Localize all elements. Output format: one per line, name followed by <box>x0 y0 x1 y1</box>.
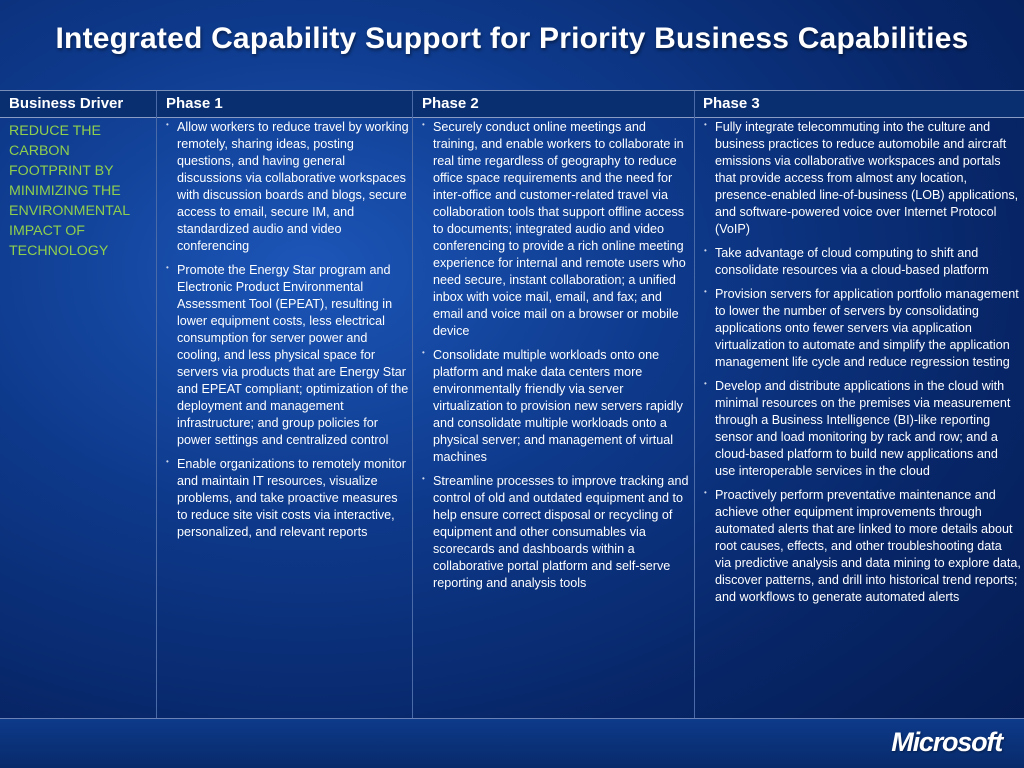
phase-3-item <box>703 286 1021 371</box>
phase-2-item <box>421 473 691 592</box>
phase-1-item-text: Promote the Energy Star program and Electronic Product Environmental Assessment Tool (EPEAT), resulting in lower equipment costs, less electrical consumption for server power and cooling, and less physical space for servers via products that are Energy Star and EPEAT compliant; optimization of the deployment and management infrastructure; and group policies for power settings and centralized control <box>177 263 409 447</box>
phase-2-item-text: Consolidate multiple workloads onto one platform and make data centers more environmentally friendly via server virtualization to provision new servers rapidly and consolidate multiple workloads onto a physical server; and management of virtual machines <box>433 348 683 464</box>
bullet-icon: • <box>704 379 707 388</box>
bullet-icon: • <box>704 287 707 296</box>
bullet-icon: • <box>704 120 707 129</box>
column-divider <box>412 91 413 719</box>
header-phase-1: Phase 1 <box>166 95 223 112</box>
phase-1-cell <box>165 119 411 548</box>
phase-2-item-text: Streamline processes to improve tracking and control of old and outdated equipment and to help ensure correct disposal or recycling of equipment and other consumables via scorecards and dashboards within a collaborative portal platform and self-serve reporting and analysis tools <box>433 474 689 590</box>
business-driver-text: REDUCE THE CARBON FOOTPRINT BY MINIMIZING THE ENVIRONMENTAL IMPACT OF TECHNOLOGY <box>9 123 130 259</box>
phase-3-item-text: Provision servers for application portfolio management to lower the number of servers by consolidating applications onto fewer servers via application virtualization to automate and simplify the application management life cycle and reduce regression testing <box>715 287 1019 369</box>
column-divider <box>156 91 157 719</box>
microsoft-logo: Microsoft <box>891 727 1002 757</box>
phase-3-item <box>703 119 1021 238</box>
bullet-icon: • <box>166 120 169 129</box>
header-phase-3: Phase 3 <box>703 95 760 112</box>
phase-1-item <box>165 119 411 255</box>
phase-2-item <box>421 347 691 466</box>
phase-2-item-text: Securely conduct online meetings and training, and enable workers to collaborate in real time regardless of geography to reduce office space requirements and the need for inter-office and customer-related travel via collaboration tools that support offline access to documents; integrated audio and video conferencing to provide a rich online meeting experience for internal and remote users who need secure, instant collaboration; a unified inbox with voice mail, email, and fax; and email and voice mail on a browser or mobile device <box>433 120 686 338</box>
phase-3-item <box>703 378 1021 480</box>
phase-1-item-text: Allow workers to reduce travel by working remotely, sharing ideas, posting questions, and having general discussions via collaborative workspaces with discussion boards and blogs, secure access to email, secure IM, and standardized audio and video conferencing <box>177 120 409 253</box>
phase-1-item-text: Enable organizations to remotely monitor and maintain IT resources, visualize problems, and take proactive measures to reduce site visit costs via interactive, personalized, and relevant reports <box>177 457 406 539</box>
phase-1-item <box>165 262 411 449</box>
capability-table <box>0 90 1024 719</box>
phase-3-item <box>703 245 1021 279</box>
bullet-icon: • <box>422 474 425 483</box>
phase-2-list <box>421 119 691 592</box>
table-header-row <box>0 91 1024 118</box>
bullet-icon: • <box>166 263 169 272</box>
bullet-icon: • <box>422 120 425 129</box>
phase-1-item <box>165 456 411 541</box>
phase-2-item <box>421 119 691 340</box>
phase-3-item <box>703 487 1021 606</box>
header-phase-2: Phase 2 <box>422 95 479 112</box>
phase-3-item-text: Develop and distribute applications in the cloud with minimal resources on the premises via measurement through a Business Intelligence (BI)-like reporting sensor and load monitoring by rack and row; and a cloud-based platform to build new applications and use interoperable services in the cloud <box>715 379 1011 478</box>
phase-3-item-text: Take advantage of cloud computing to shift and consolidate resources via a cloud-based platform <box>715 246 989 277</box>
phase-3-cell <box>703 119 1021 613</box>
bullet-icon: • <box>704 488 707 497</box>
footer-bar <box>0 719 1024 768</box>
bullet-icon: • <box>422 348 425 357</box>
column-divider <box>694 91 695 719</box>
phase-3-list <box>703 119 1021 606</box>
phase-1-list <box>165 119 411 541</box>
bullet-icon: • <box>166 457 169 466</box>
slide-title: Integrated Capability Support for Priority Business Capabilities <box>55 22 969 55</box>
header-business-driver: Business Driver <box>9 95 124 112</box>
phase-3-item-text: Fully integrate telecommuting into the culture and business practices to reduce automobile and aircraft emissions via collaborative workspaces and portals that provide access from almost any location, presence-enabled line-of-business (LOB) applications, and software-powered voice over Internet Protocol (VoIP) <box>715 120 1019 236</box>
bullet-icon: • <box>704 246 707 255</box>
phase-2-cell <box>421 119 691 599</box>
phase-3-item-text: Proactively perform preventative maintenance and achieve other equipment improvements through automated alerts that are linked to more details about root causes, effects, and other troubleshooting data via predictive analysis and data mining to explore data, discover patterns, and drill into historical trend reports; and workflows to generate automated alerts <box>715 488 1021 604</box>
